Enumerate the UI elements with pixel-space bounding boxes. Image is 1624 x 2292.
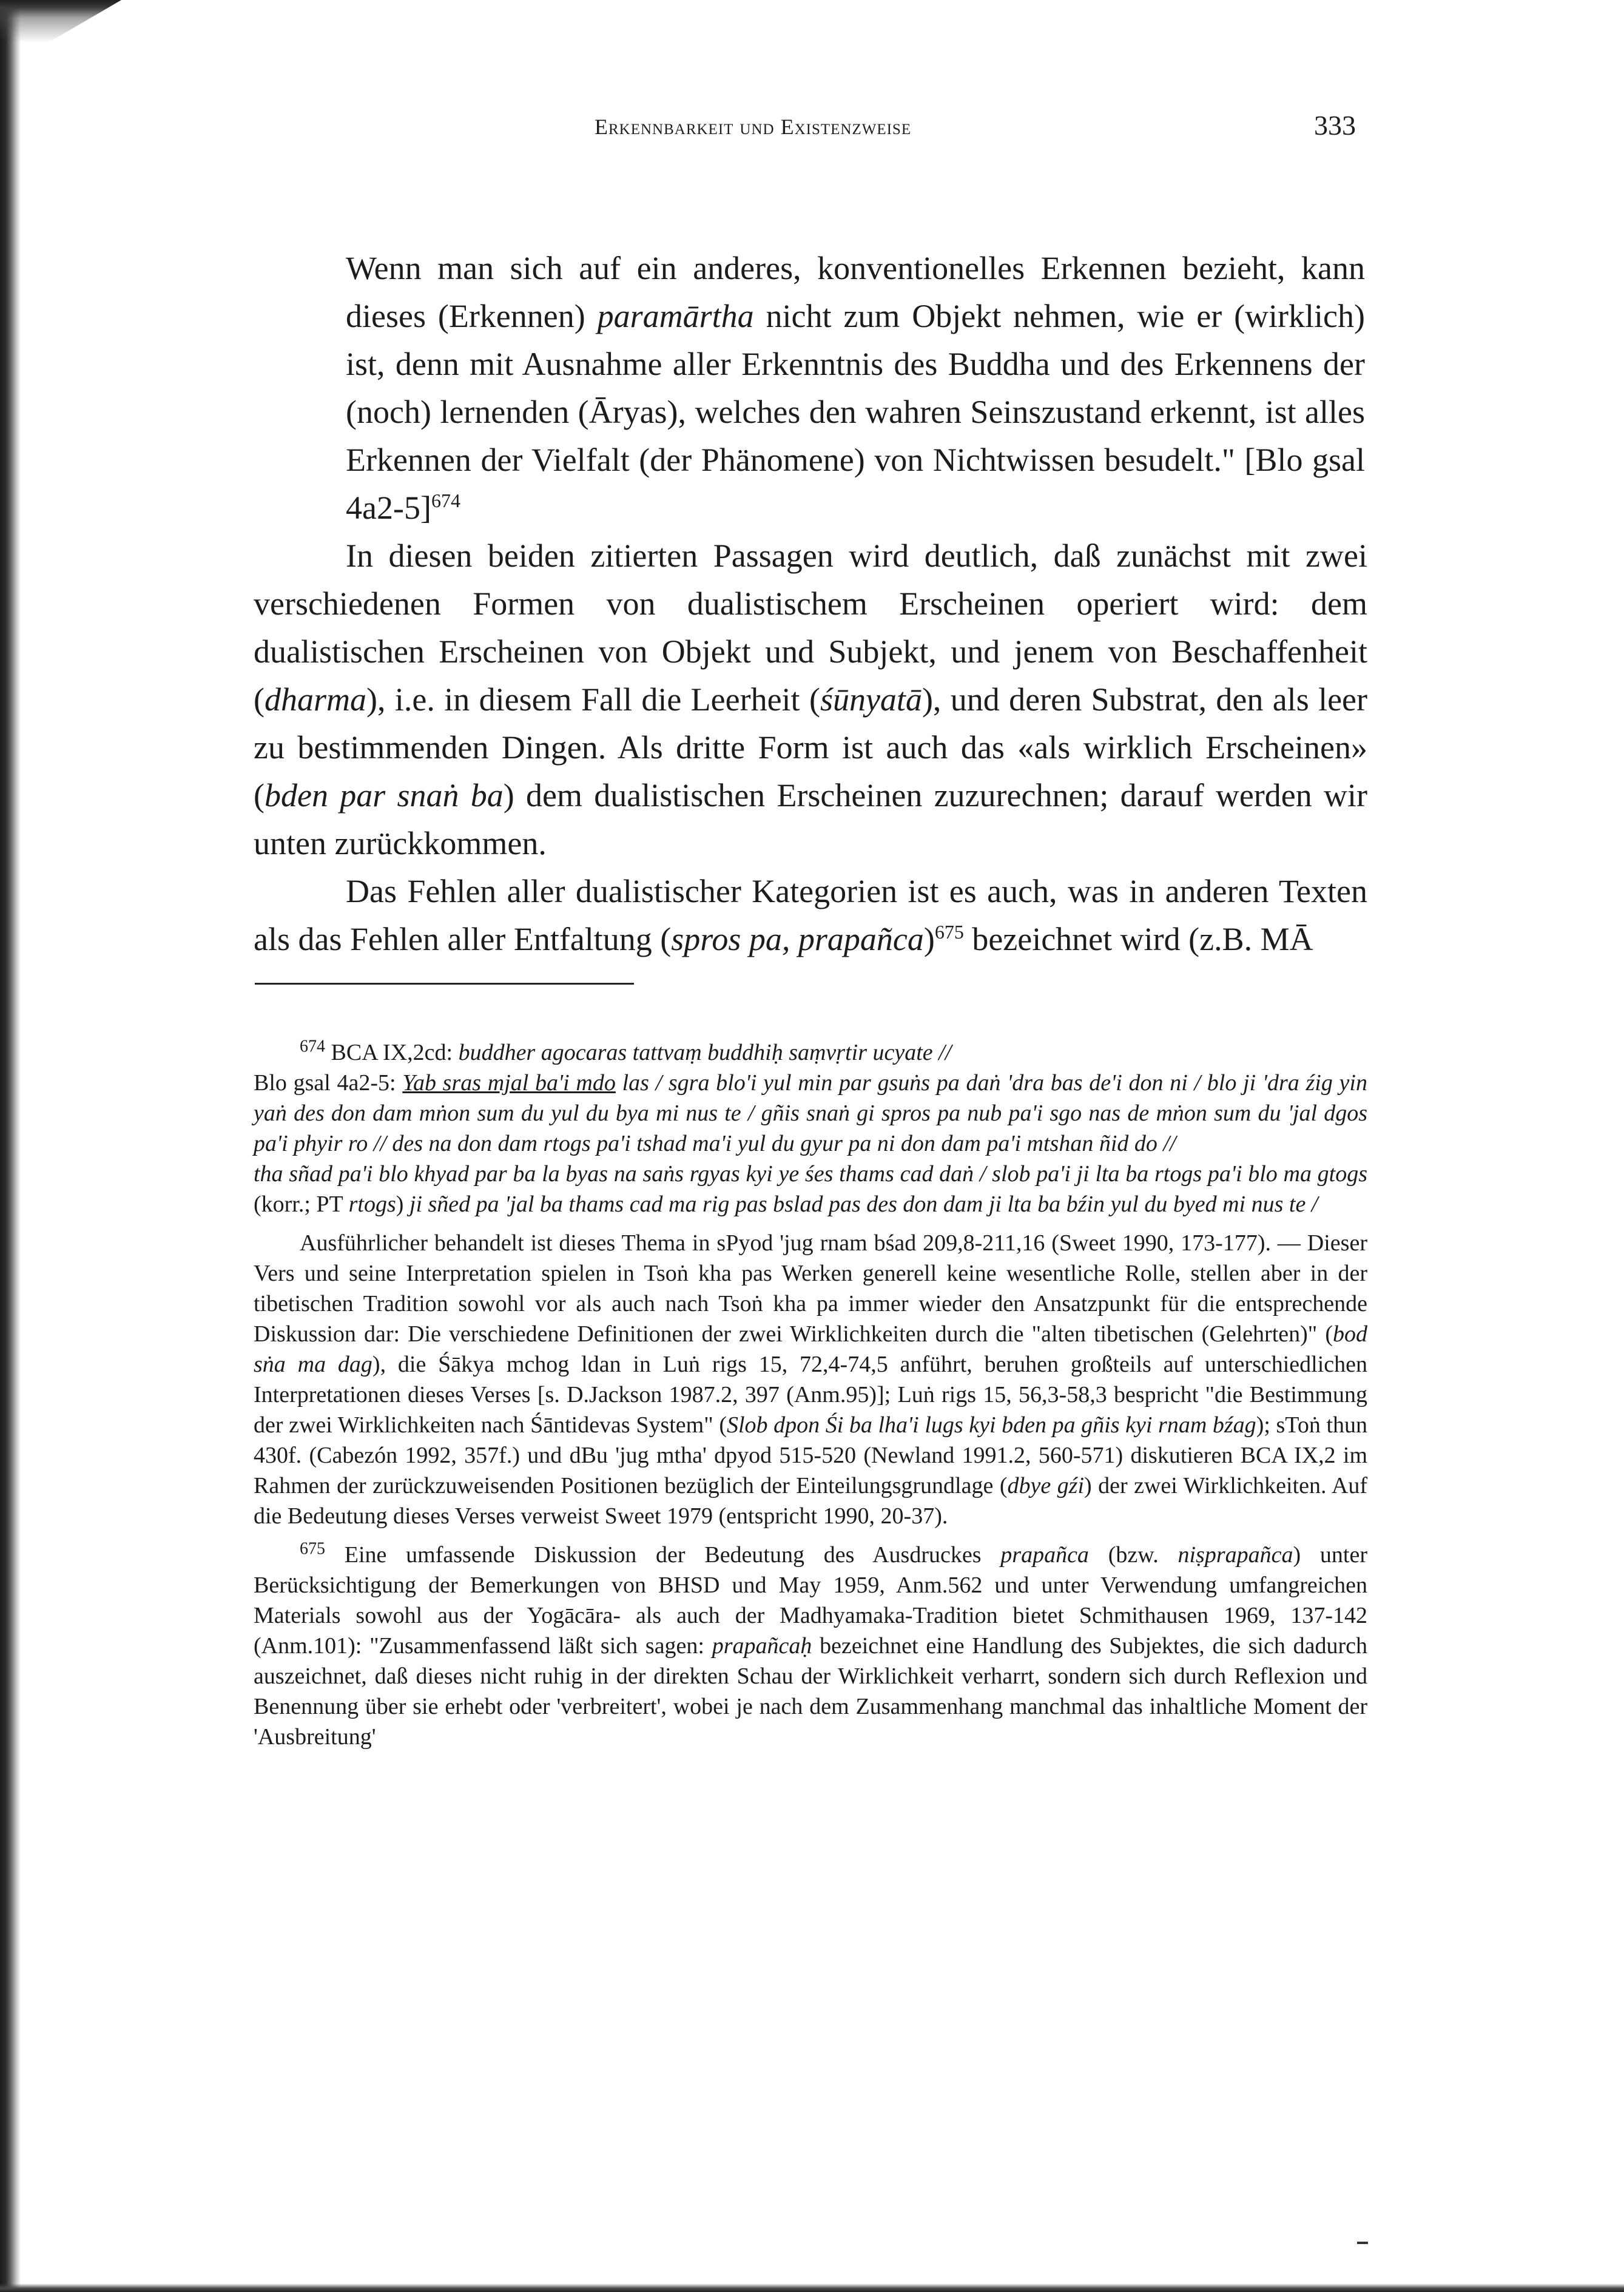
footnote-ref-674[interactable]: 674 (431, 490, 460, 511)
footnote-674-commentary: Ausführlicher behandelt ist dieses Thema in sPyod 'jug rnam bśad 209,8-211,16 (Sweet 1990, 173-177). — Dieser Vers und seine Interpretation spielen in Tsoṅ kha pas Werken generell keine wesentliche Rolle, stellen aber in der tibetischen Tradition sowohl vor als auch nach Tsoṅ kha pa immer wieder den Ansatzpunkt für die entsprechende Diskussion dar: Die verschiedene Definitionen der zwei Wirklichkeiten durch die "alten tibetischen (Gelehrten)" (bod sṅa ma dag), die Śākya mchog ldan in Luṅ rigs 15, 72,4-74,5 anführt, beruhen großteils auf unterschiedlichen Interpretationen dieses Verses [s. D.Jackson 1987.2, 397 (Anm.95)]; Luṅ rigs 15, 56,3-58,3 bespricht "die Bestimmung der zwei Wirklichkeiten nach Śāntidevas System" (Slob dpon Śi ba lha'i lugs kyi bden pa gñis kyi rnam bźag); sToṅ thun 430f. (Cabezón 1992, 357f.) und dBu 'jug mtha' dpyod 515-520 (Newland 1991.2, 560-571) diskutieren BCA IX,2 im Rahmen der zurückzuweisenden Positionen bezüglich der Einteilungsgrundlage (dbye gźi) der zwei Wirklichkeiten. Auf die Bedeutung dieses Verses verweist Sweet 1979 (entspricht 1990, 20-37). (254, 1230, 1368, 1529)
scan-bottom-edge (0, 2284, 1624, 2292)
running-title: Erkennbarkeit und Existenzweise (595, 115, 912, 139)
quote-paragraph: Wenn man sich auf ein anderes, konventionelles Erkennen bezieht, kann dieses (Erkennen) paramārtha nicht zum Objekt nehmen, wie er (wirklich) ist, denn mit Ausnahme aller Erkenntnis des Buddha und des Erkennens der (noch) lernenden (Āryas), welches den wahren Seinszustand erkennt, ist alles Erkennen der Vielfalt (der Phänomene) von Nichtwissen besudelt." [Blo gsal 4a2-5]$^{674}$ (346, 250, 1365, 526)
footnotes (254, 1037, 1367, 1752)
footnote-674-tibetan-1: Blo gsal 4a2-5: Yab sras mjal ba'i mdo las / sgra blo'i yul min par gsuṅs pa daṅ 'dra bas de'i don ni / blo ji 'dra źig yin yaṅ des don dam mṅon sum du yul du bya mi nus te / gñis snaṅ gi spros pa nub pa'i sgo nas de mṅon sum du 'jal dgos pa'i phyir ro // des na don dam rtogs pa'i tshad ma'i yul du gyur pa ni don dam pa'i mtshan ñid do // (254, 1070, 1367, 1156)
block-quote (346, 244, 1365, 532)
page-number: 333 (1314, 110, 1356, 141)
paragraph-1: In diesen beiden zitierten Passagen wird deutlich, daß zunächst mit zwei verschiedenen Formen von dualistischem Erscheinen operiert wird: dem dualistischen Erscheinen von Objekt und Subjekt, und jenem von Beschaffenheit (dharma), i.e. in diesem Fall die Leerheit (śūnyatā), und deren Substrat, den als leer zu bestimmenden Dingen. Als dritte Form ist auch das «als wirklich Erscheinen» (bden par snaṅ ba) dem dualistischen Erscheinen zuzurechnen; darauf werden wir unten zurückkommen. (254, 538, 1368, 861)
paragraph-2: Das Fehlen aller dualistischer Kategorien ist es auch, was in anderen Texten als das Fehlen aller Entfaltung (spros pa, prapañca)$^{675}$ bezeichnet wird (z.B. MĀ (254, 873, 1367, 957)
scan-corner-shadow (0, 0, 121, 42)
footnote-ref-675[interactable]: 675 (934, 921, 964, 943)
footnote-number-675: 675 (300, 1539, 325, 1559)
scan-mark (1357, 2242, 1368, 2244)
main-text (254, 532, 1367, 963)
footnote-674-tibetan-2: tha sñad pa'i blo khyad par ba la byas na saṅs rgyas kyi ye śes thams cad daṅ / slob pa'i ji lta ba rtogs pa'i blo ma gtogs (korr.; PT rtogs) ji sñed pa 'jal ba thams cad ma rig pas bslad pas des don dam ji lta ba bźin yul du byed mi nus te / (254, 1161, 1367, 1217)
footnote-675: $^{675}$ Eine umfassende Diskussion der Bedeutung des Ausdruckes prapañca (bzw. niṣprapañca) unter Berücksichtigung der Bemerkungen von BHSD und May 1959, Anm.562 und unter Verwendung umfangreichen Materials sowohl aus der Yogācāra- als auch der Madhyamaka-Tradition bietet Schmithausen 1969, 137-142 (Anm.101): "Zusammenfassend läßt sich sagen: prapañcaḥ bezeichnet eine Handlung des Subjektes, die sich dadurch auszeichnet, daß dieses nicht ruhig in der direkten Schau der Wirklichkeit verharrt, sondern sich durch Reflexion und Benennung über sie erhebt oder 'verbreitert', wobei je nach dem Zusammenhang manchmal das inhaltliche Moment der 'Ausbreitung' (254, 1539, 1367, 1750)
footnote-674-line-1: $^{674}$ BCA IX,2cd: buddher agocaras tattvaṃ buddhiḥ saṃvṛtir ucyate // (300, 1037, 952, 1065)
footnote-divider (255, 983, 634, 985)
scan-binding-edge (0, 0, 21, 2292)
footnote-number-674: 674 (300, 1037, 325, 1056)
